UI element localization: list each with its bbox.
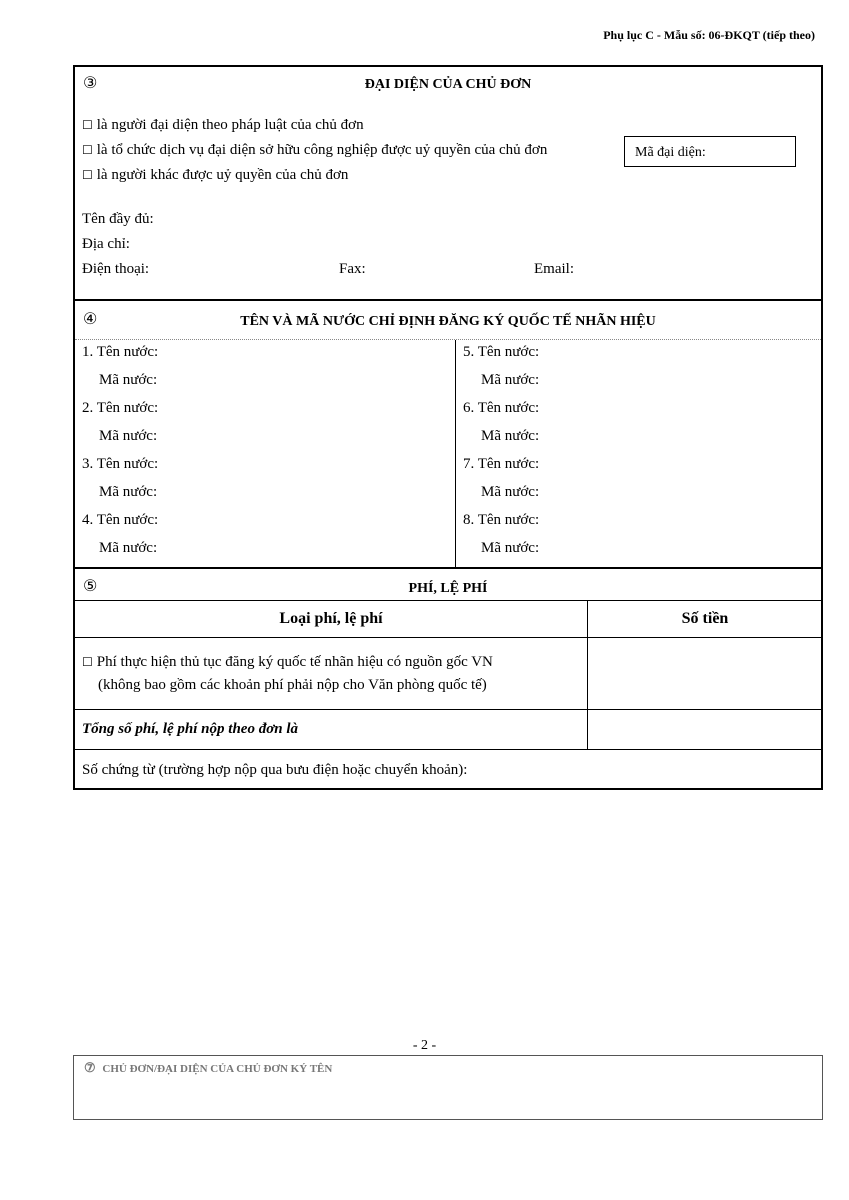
fee-amount-header: Số tiền <box>681 610 729 627</box>
signature-label-text: CHỦ ĐƠN/ĐẠI DIỆN CỦA CHỦ ĐƠN KÝ TÊN <box>102 1063 333 1075</box>
section-4-number: ④ <box>83 311 98 328</box>
country-1-name: 1. Tên nước: <box>82 344 159 360</box>
country-2-name: 2. Tên nước: <box>82 400 159 416</box>
country-7-code: Mã nước: <box>481 484 540 500</box>
full-name-label: Tên đầy đủ: <box>82 211 154 227</box>
section-designated-countries <box>75 299 821 567</box>
checkbox-icon: ☐ <box>82 143 93 157</box>
country-3-name: 3. Tên nước: <box>82 456 159 472</box>
fee-row-line <box>75 709 821 710</box>
section-5-title: PHÍ, LỆ PHÍ <box>408 581 488 596</box>
country-8-code: Mã nước: <box>481 540 540 556</box>
country-7-name: 7. Tên nước: <box>463 456 540 472</box>
country-5-code: Mã nước: <box>481 372 540 388</box>
section-4-divider <box>75 339 821 340</box>
option-other-authorized[interactable] <box>82 167 348 184</box>
section-5-number: ⑤ <box>83 578 98 595</box>
country-6-name: 6. Tên nước: <box>463 400 540 416</box>
section-fees <box>75 567 821 790</box>
fax-label: Fax: <box>339 261 366 277</box>
fee-type-header: Loại phí, lệ phí <box>279 610 383 627</box>
fee-item-checkbox[interactable] <box>82 654 493 671</box>
country-2-code: Mã nước: <box>99 428 158 444</box>
receipt-number-label: Số chứng từ (trường hợp nộp qua bưu điện hoặc chuyển khoản): <box>82 762 468 778</box>
form-reference: Phụ lục C - Mẫu số: 06-ĐKQT (tiếp theo) <box>603 28 815 42</box>
signature-label <box>84 1060 332 1076</box>
section-3-number: ③ <box>83 75 98 92</box>
country-8-name: 8. Tên nước: <box>463 512 540 528</box>
country-4-code: Mã nước: <box>99 540 158 556</box>
option-label: là người đại diện theo pháp luật của chủ đơn <box>96 117 364 133</box>
country-3-code: Mã nước: <box>99 484 158 500</box>
country-6-code: Mã nước: <box>481 428 540 444</box>
phone-label: Điện thoại: <box>82 261 150 277</box>
signature-box <box>73 1055 823 1120</box>
checkbox-icon: ☐ <box>82 655 93 669</box>
option-ip-service[interactable] <box>82 142 547 159</box>
email-label: Email: <box>534 261 574 277</box>
fee-total-line <box>75 749 821 750</box>
page-number: - 2 - <box>412 1038 437 1053</box>
checkbox-icon: ☐ <box>82 168 93 182</box>
checkbox-icon: ☐ <box>82 118 93 132</box>
fee-header-line <box>75 637 821 638</box>
country-5-name: 5. Tên nước: <box>463 344 540 360</box>
option-label: là tổ chức dịch vụ đại diện sở hữu công nghiệp được uỷ quyền của chủ đơn <box>96 142 548 158</box>
country-1-code: Mã nước: <box>99 372 158 388</box>
section-4-title: TÊN VÀ MÃ NƯỚC CHỈ ĐỊNH ĐĂNG KÝ QUỐC TẾ NHÃN HIỆU <box>240 314 656 329</box>
column-divider <box>455 340 456 569</box>
section-representative <box>75 67 821 299</box>
fee-total-label: Tổng số phí, lệ phí nộp theo đơn là <box>82 721 299 737</box>
option-legal-rep[interactable] <box>82 117 364 134</box>
fee-table-top-line <box>75 600 821 601</box>
representative-code-field[interactable]: Mã đại diện: <box>624 136 796 167</box>
fee-item-note: (không bao gồm các khoản phí phải nộp cho Văn phòng quốc tế) <box>98 677 487 693</box>
fee-item-label: Phí thực hiện thủ tục đăng ký quốc tế nhãn hiệu có nguồn gốc VN <box>96 654 493 670</box>
form-container <box>73 65 823 790</box>
section-7-number: ⑦ <box>84 1060 96 1075</box>
country-4-name: 4. Tên nước: <box>82 512 159 528</box>
section-3-title: ĐẠI DIỆN CỦA CHỦ ĐƠN <box>364 77 532 92</box>
option-label: là người khác được uỷ quyền của chủ đơn <box>96 167 349 183</box>
address-label: Địa chỉ: <box>82 236 130 252</box>
